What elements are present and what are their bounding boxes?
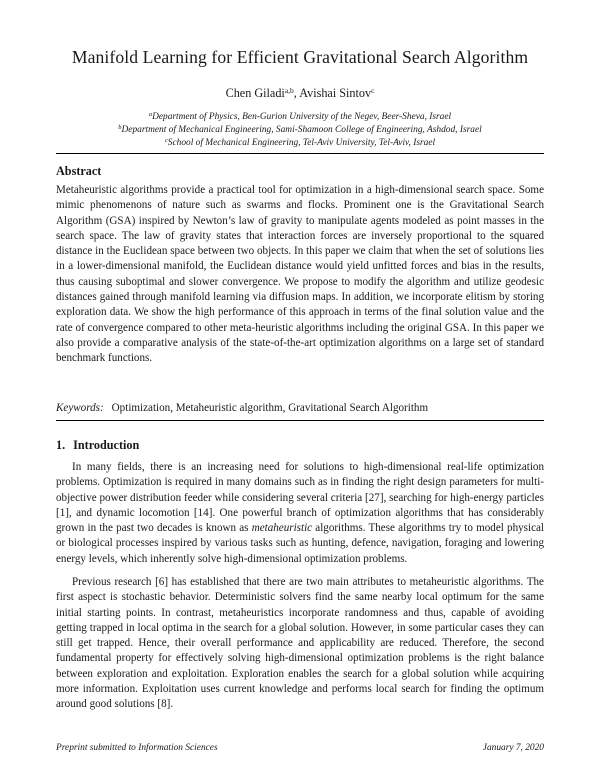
intro-paragraph-1 — [56, 460, 544, 567]
author-list — [0, 86, 600, 101]
top-divider — [56, 153, 544, 154]
abstract-heading: Abstract — [56, 164, 102, 178]
affiliation-text: Department of Physics, Ben-Gurion University of the Negev, Beer-Sheva, Israel — [152, 112, 452, 122]
keywords — [56, 401, 544, 416]
paragraph-text: algorithms. These algorithms try to model physical or biological processes inspired by various tasks such as hunting, defence, navigation, foraging and lowering energy levels, which inherently solve high-dimensional optimization problems. — [56, 522, 545, 565]
keywords-text: Optimization, Metaheuristic algorithm, Gravitational Search Algorithm — [111, 402, 429, 414]
section-title: Introduction — [73, 438, 140, 452]
affiliation — [0, 124, 600, 135]
bottom-divider — [56, 420, 544, 421]
affiliation — [0, 137, 600, 148]
author-affiliation-marker: c — [371, 86, 375, 95]
section-number: 1. — [56, 438, 66, 452]
paper-title: Manifold Learning for Efficient Gravitational Search Algorithm — [71, 47, 529, 67]
paragraph-text: In many fields, there is an increasing need for solutions to high-dimensional real-life optimization problems. Optimization is required in many domains such as in finding the right design parameters for multi-objective power distribution feeder while considering several criteria [27], searching for high-energy particles [1], and dynamic locomotion [14]. One powerful branch of optimization algorithms that has considerably grown in the past two decades is known as — [56, 461, 544, 535]
author-separator: , — [293, 86, 300, 100]
footer-preprint-note: Preprint submitted to Information Sciences — [56, 743, 218, 753]
affiliation-text: School of Mechanical Engineering, Tel-Aviv University, Tel-Aviv, Israel — [167, 138, 436, 148]
affiliation-marker: a — [148, 111, 153, 118]
affiliation-text: Department of Mechanical Engineering, Sami-Shamoon College of Engineering, Ashdod, Israel — [121, 125, 482, 135]
emphasis-term: metaheuristic — [251, 522, 313, 535]
author-name: Avishai Sintov — [299, 86, 372, 100]
affiliation-marker: b — [118, 124, 122, 131]
affiliation-marker: c — [164, 137, 168, 144]
author-name: Chen Giladi — [225, 86, 285, 100]
affiliation — [0, 111, 600, 122]
author-affiliation-marker: a,b — [284, 86, 294, 95]
keywords-label: Keywords: — [56, 402, 104, 414]
section-heading — [56, 438, 139, 453]
abstract-text: Metaheuristic algorithms provide a practical tool for optimization in a high-dimensional search space. Some mimic phenomenons of nature such as swarms and flocks. Prominent one is the Gravitational Search Algorithm (GSA) inspired by Newton’s law of gravity to manipulate agents modeled as point masses in the search space. The law of gravity states that interaction forces are inversely proportional to the squared distance in the Euclidean space between two objects. In this paper we claim that when the set of solutions lies in a lower-dimensional manifold, the Euclidean distance would yield unfitted forces and bias in the results, thus causing suboptimal and slower convergence. We propose to modify the algorithm and utilize geodesic distances gained through manifold learning via diffusion maps. In addition, we incorporate elitism by storing exploration data. We show the high performance of this approach in terms of the final solution value and the rate of convergence compared to other meta-heuristic algorithms including the original GSA. In this paper we also provide a comparative analysis of the state-of-the-art optimization algorithms on a large set of standard benchmark functions. — [56, 184, 544, 365]
footer-date: January 7, 2020 — [482, 743, 544, 753]
intro-paragraph-2: Previous research [6] has established that there are two main attributes to metaheuristic algorithms. The first aspect is stochastic behavior. Deterministic solvers find the same nearby local optimum for the same initial starting points. In contrast, metaheuristics incorporate randomness and thus, capable of avoiding getting trapped in local optima in the search for a global solution. However, in some particular cases they can still get trapped. Hence, their overall performance and applicability are reduced. Therefore, the second fundamental property for effectively solving high-dimensional optimization problems is the right balance between exploration and exploitation. Exploration enables the search for a global solution while acquiring more information. Exploitation uses current knowledge and performs local search for finding the optimum around good solutions [8]. — [56, 576, 544, 711]
